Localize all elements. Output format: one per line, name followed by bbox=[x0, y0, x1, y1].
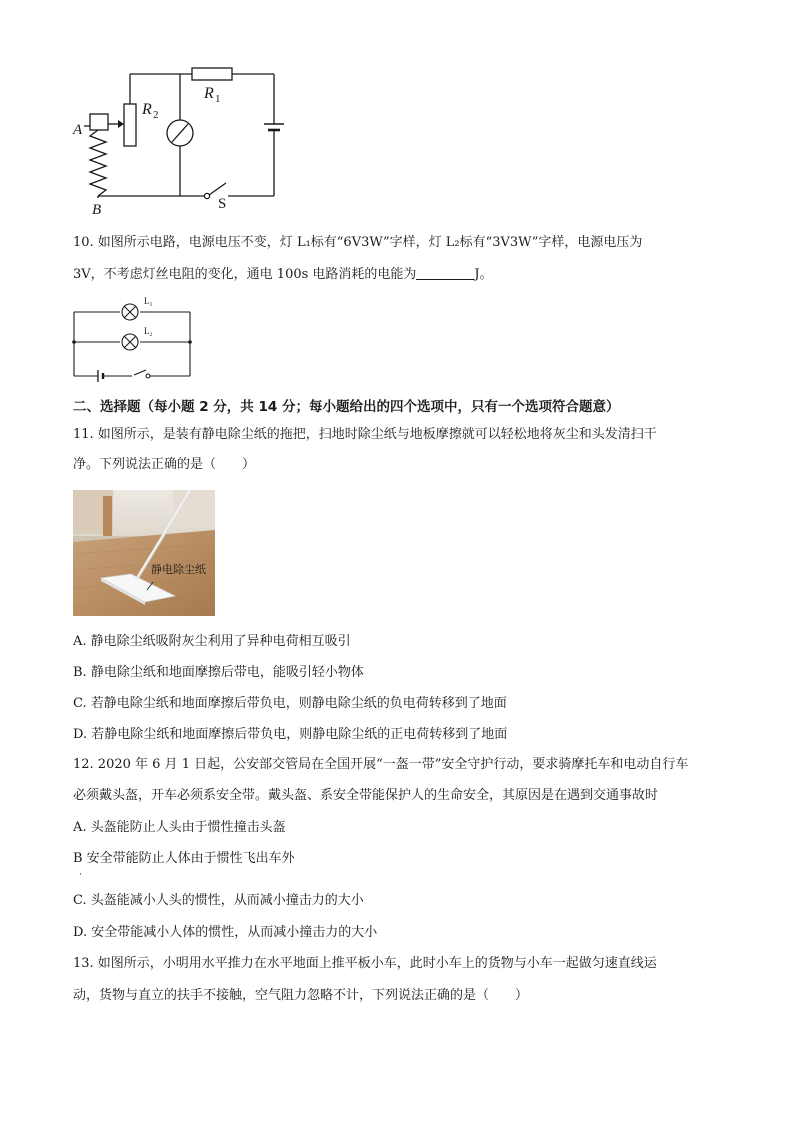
photo-label: 静电除尘纸 bbox=[151, 563, 206, 576]
rheostat-r2 bbox=[124, 104, 136, 146]
q12-option-c[interactable]: C. 头盔能减小人头的惯性，从而减小撞击力的大小 bbox=[73, 893, 364, 908]
switch-terminal bbox=[204, 193, 209, 198]
mop-photo bbox=[73, 490, 215, 616]
label-r2-sub: 2 bbox=[153, 109, 159, 121]
spring bbox=[90, 130, 106, 196]
label-s: S bbox=[218, 196, 227, 212]
q11-option-d[interactable]: D. 若静电除尘纸和地面摩擦后带负电，则静电除尘纸的正电荷转移到了地面 bbox=[73, 727, 508, 742]
q11-option-a[interactable]: A. 静电除尘纸吸附灰尘利用了异种电荷相互吸引 bbox=[73, 634, 351, 649]
q10-line2 bbox=[73, 266, 493, 284]
q11-option-c[interactable]: C. 若静电除尘纸和地面摩擦后带负电，则静电除尘纸的负电荷转移到了地面 bbox=[73, 696, 507, 711]
q12-line1: 12. 2020 年 6 月 1 日起，公安部交管局在全国开展“一盔一带”安全守护行动，要求骑摩托车和电动自行车 bbox=[73, 757, 689, 772]
label-a: A bbox=[73, 122, 83, 138]
label-r1: R bbox=[204, 85, 214, 102]
label-l2: L₂ bbox=[144, 326, 153, 336]
label-r1-sub: 1 bbox=[215, 93, 221, 105]
q10-line2-text: 3V，不考虑灯丝电阻的变化，通电 100s 电路消耗的电能为 bbox=[73, 267, 417, 282]
section-heading: 二、选择题（每小题 2 分，共 14 分；每小题给出的四个选项中，只有一个选项符合题意） bbox=[73, 399, 620, 415]
answer-blank[interactable] bbox=[416, 267, 474, 280]
stray-mark: · bbox=[79, 870, 82, 880]
label-r2: R bbox=[142, 101, 152, 118]
q11-option-b[interactable]: B. 静电除尘纸和地面摩擦后带电，能吸引轻小物体 bbox=[73, 665, 364, 680]
circuit-diagram-rheostat bbox=[68, 58, 298, 223]
q12-line2: 必须戴头盔，开车必须系安全带。戴头盔、系安全带能保护人的生命安全，其原因是在遇到交通事故时 bbox=[73, 788, 659, 803]
q11-line2: 净。下列说法正确的是（ ） bbox=[73, 457, 256, 472]
q12-option-d[interactable]: D. 安全带能减小人体的惯性，从而减小撞击力的大小 bbox=[73, 925, 378, 940]
q13-line2: 动，货物与直立的扶手不接触，空气阻力忽略不计，下列说法正确的是（ ） bbox=[73, 988, 529, 1003]
q11-line1: 11. 如图所示，是装有静电除尘纸的拖把，扫地时除尘纸与地板摩擦就可以轻松地将灰尘和头发清扫干 bbox=[73, 427, 657, 442]
q13-line1: 13. 如图所示，小明用水平推力在水平地面上推平板小车，此时小车上的货物与小车一起做匀速直线运 bbox=[73, 956, 657, 971]
q12-option-b[interactable]: B 安全带能防止人体由于惯性飞出车外 bbox=[73, 851, 295, 866]
slider-block bbox=[90, 114, 108, 130]
circuit-diagram-lamps bbox=[70, 292, 200, 387]
resistor-r1 bbox=[192, 68, 232, 80]
q10-line1: 10. 如图所示电路，电源电压不变，灯 L₁标有“6V3W”字样，灯 L₂标有“3V3W”字样，电源电压为 bbox=[73, 235, 643, 250]
q10-line2-end: J。 bbox=[474, 267, 493, 282]
label-l1: L₁ bbox=[144, 296, 153, 306]
q12-option-a[interactable]: A. 头盔能防止人头由于惯性撞击头盔 bbox=[73, 820, 286, 835]
label-b: B bbox=[92, 202, 102, 218]
